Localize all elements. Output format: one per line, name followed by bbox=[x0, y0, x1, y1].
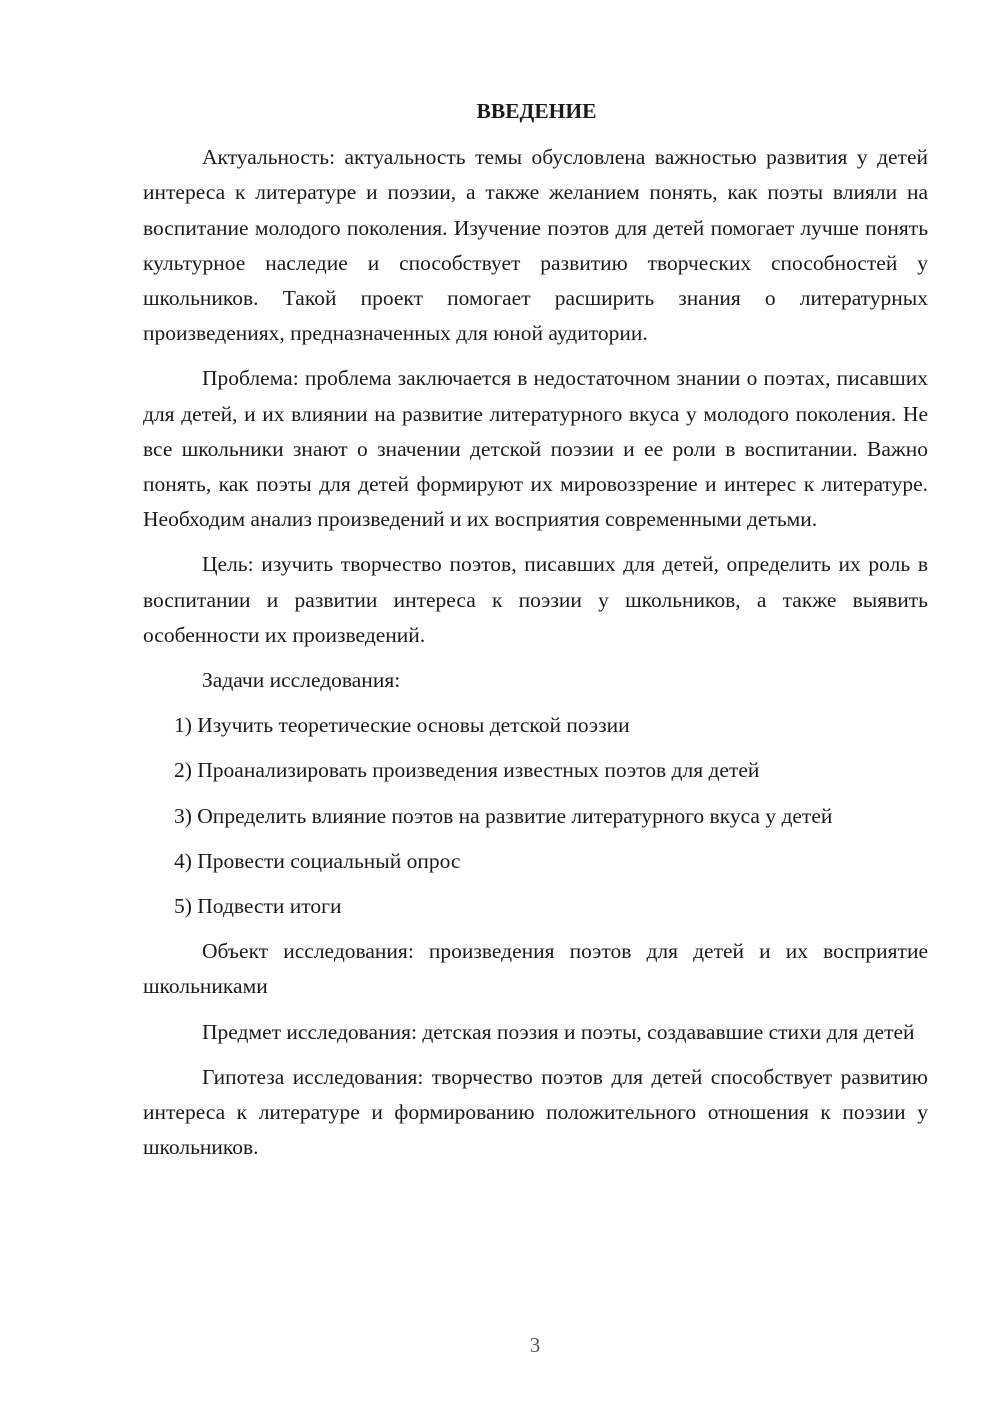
goal-paragraph: Цель: изучить творчество поэтов, писавших для детей, определить их роль в воспитании и развитии интереса к поэзии у школьников, а также выявить особенности их произведений. bbox=[143, 552, 928, 647]
subject-paragraph: Предмет исследования: детская поэзия и поэты, создававшие стихи для детей bbox=[202, 1019, 915, 1044]
hypothesis-paragraph: Гипотеза исследования: творчество поэтов для детей способствует развитию интереса к литературе и формированию положительного отношения к поэзии у школьников. bbox=[143, 1064, 928, 1160]
task-item-2: 2) Проанализировать произведения известных поэтов для детей bbox=[174, 758, 760, 783]
relevance-paragraph: Актуальность: актуальность темы обусловлена важностью развития у детей интереса к литературе и поэзии, а также желанием понять, как поэты влияли на воспитание молодого поколения. Изучение поэтов для детей помогает лучше понять культурное наследие и способствует развитию творческих способностей у школьников. Такой проект помогает расширить знания о литературных произведениях, предназначенных для юной аудитории. bbox=[143, 145, 928, 346]
problem-paragraph: Проблема: проблема заключается в недостаточном знании о поэтах, писавших для детей, и их влиянии на развитие литературного вкуса у молодого поколения. Не все школьники знают о значении детской поэзии и ее роли в воспитании. Важно понять, как поэты для детей формируют их мировоззрение и интерес к литературе. Необходим анализ произведений и их восприятия современными детьми. bbox=[143, 366, 928, 532]
task-item-1: 1) Изучить теоретические основы детской поэзии bbox=[174, 713, 630, 738]
page-number: 3 bbox=[529, 1333, 541, 1357]
object-paragraph: Объект исследования: произведения поэтов для детей и их восприятие школьниками bbox=[143, 939, 928, 999]
page-title: ВВЕДЕНИЕ bbox=[476, 99, 597, 123]
tasks-heading: Задачи исследования: bbox=[202, 668, 401, 693]
task-item-5: 5) Подвести итоги bbox=[174, 894, 342, 919]
task-item-3: 3) Определить влияние поэтов на развитие литературного вкуса у детей bbox=[174, 803, 833, 828]
task-item-4: 4) Провести социальный опрос bbox=[174, 848, 461, 873]
document-page bbox=[143, 94, 928, 1175]
